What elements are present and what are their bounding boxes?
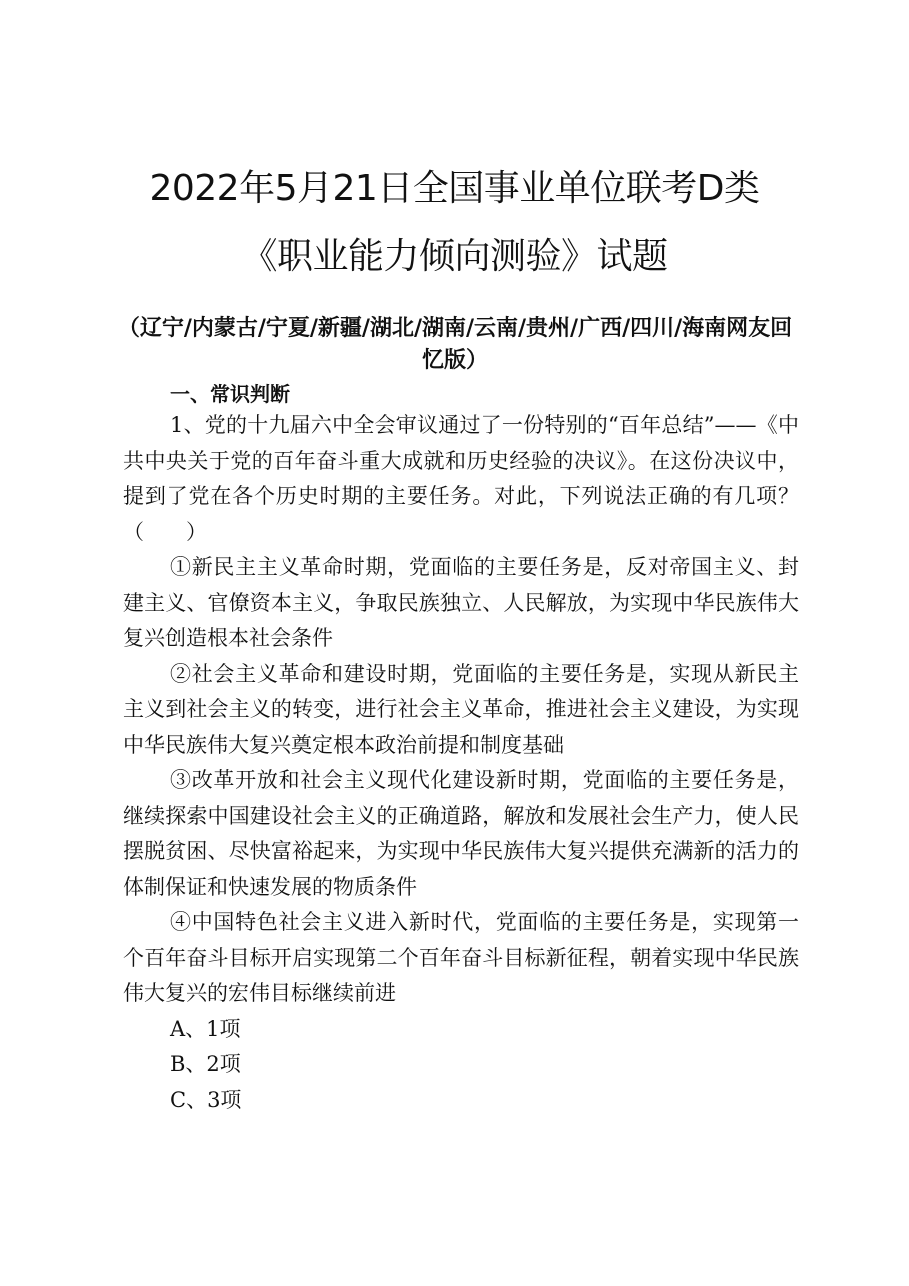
section-heading: 一、常识判断 bbox=[170, 382, 290, 406]
document-title-line-2: 《职业能力倾向测验》试题 bbox=[241, 236, 668, 277]
document-title-line-1: 2022年5月21日全国事业单位联考D类 bbox=[149, 168, 760, 209]
statement-4: ④中国特色社会主义进入新时代，党面临的主要任务是，实现第一个百年奋斗目标开启实现第二个百年奋斗目标新征程，朝着实现中华民族伟大复兴的宏伟目标继续前进 bbox=[123, 910, 799, 1005]
question-stem: 1、党的十九届六中全会审议通过了一份特别的“百年总结”——《中共中央关于党的百年奋斗重大成就和历史经验的决议》。在这份决议中，提到了党在各个历史时期的主要任务。对此，下列说法正确的有几项？（ ） bbox=[123, 413, 799, 544]
option-a: A、1项 bbox=[170, 1016, 241, 1041]
question-1 bbox=[123, 408, 799, 1118]
option-b: B、2项 bbox=[170, 1052, 241, 1076]
statement-3: ③改革开放和社会主义现代化建设新时期，党面临的主要任务是，继续探索中国建设社会主义的正确道路，解放和发展社会生产力，使人民摆脱贫困、尽快富裕起来，为实现中华民族伟大复兴提供充满新的活力的体制保证和快速发展的物质条件 bbox=[123, 768, 799, 899]
option-c: C、3项 bbox=[170, 1087, 242, 1112]
document-subtitle: （辽宁/内蒙古/宁夏/新疆/湖北/湖南/云南/贵州/广西/四川/海南网友回忆版） bbox=[117, 315, 793, 373]
statement-1: ①新民主主义革命时期，党面临的主要任务是，反对帝国主义、封建主义、官僚资本主义，争取民族独立、人民解放，为实现中华民族伟大复兴创造根本社会条件 bbox=[123, 555, 799, 650]
statement-2: ②社会主义革命和建设时期，党面临的主要任务是，实现从新民主主义到社会主义的转变，进行社会主义革命，推进社会主义建设，为实现中华民族伟大复兴奠定根本政治前提和制度基础 bbox=[123, 661, 799, 757]
